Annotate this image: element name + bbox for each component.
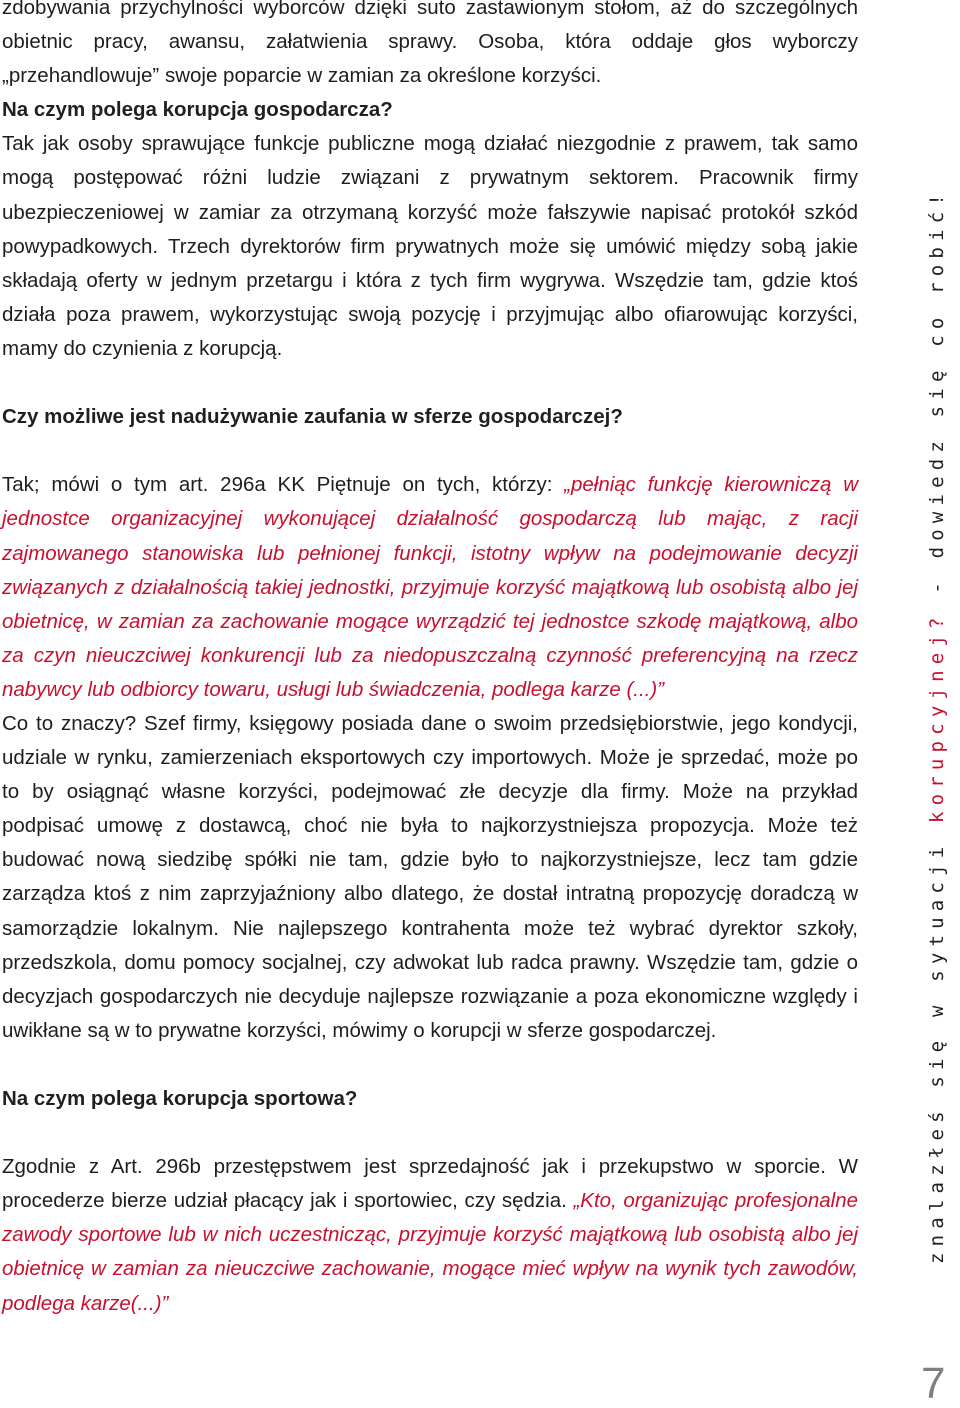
- page-number: 7: [921, 1359, 946, 1408]
- paragraph-art-296a: [2, 468, 858, 707]
- sidebar-vertical-text: [920, 188, 954, 1264]
- heading-trust-abuse: Czy możliwe jest nadużywanie zaufania w sferze gospodarczej?: [2, 405, 623, 429]
- paragraph-voter-bribery: zdobywania przychylności wyborców dzięki suto zastawionym stołom, aż do szczególnych obietnic pracy, awansu, załatwienia sprawy. Osoba, która oddaje głos wyborczy „przehandlowuje” swoje poparcie w zamian za określone korzyści.: [2, 0, 858, 88]
- art-296b-quote: „Kto, organizując profesjonalne zawody sportowe lub w nich uczestnicząc, przyjmuje korzyść majątkową lub osobistą albo jej obietnicę w zamian za nieuczciwe zachowanie, mogące mieć wpływ na wynik tych zawodów, podlega karze(...)”: [2, 1189, 858, 1315]
- paragraph-art-296b: [2, 1150, 858, 1320]
- art-296b-intro: Zgodnie z Art. 296b przestępstwem jest sprzedajność jak i przekupstwo w sporcie. W procederze bierze udział płacący jak i sportowiec, czy sędzia.: [2, 1155, 858, 1213]
- heading-sports-corruption: Na czym polega korupcja sportowa?: [2, 1087, 358, 1110]
- sidebar-text-accent: korupcyjnej?: [926, 611, 948, 824]
- heading-economic-corruption: Na czym polega korupcja gospodarcza?: [2, 98, 393, 122]
- art-296a-intro: Tak; mówi o tym art. 296a KK Piętnuje on tych, którzy:: [2, 473, 565, 497]
- sidebar-text-start: znalazłeś się w sytuacji: [926, 823, 948, 1264]
- sidebar-text-end: - dowiedz się co robić!: [926, 188, 948, 612]
- paragraph-what-it-means: Co to znaczy? Szef firmy, księgowy posiada dane o swoim przedsiębiorstwie, jego kondycji, udziale w rynku, zamierzeniach eksportowych czy importowych. Może je sprzedać, może po to by osiągnąć własne korzyści, podejmować złe decyzje dla firmy. Może na przykład podpisać umowę z dostawcą, choć nie była to najkorzystniejsza propozycja. Może też budować nową siedzibę spółki nie tam, gdzie było to najkorzystniejsze, lecz tam gdzie zarządza ktoś z nim zaprzyjaźniony albo dlatego, że dostał intratną propozycję doradczą w samorządzie lokalnym. Nie najlepszego kontrahenta może też wybrać dyrektor szkoły, przedszkola, domu pomocy socjalnej, czy adwokat lub radca prawny. Wszędzie tam, gdzie o decyzjach gospodarczych nie decyduje najlepsze rozwiązanie a poza ekonomiczne względy i uwikłane są w to prywatne korzyści, mówimy o korupcji w sferze gospodarczej.: [2, 711, 858, 1042]
- paragraph-private-sector: Tak jak osoby sprawujące funkcje publiczne mogą działać niezgodnie z prawem, tak samo mogą postępować różni ludzie związani z prywatnym sektorem. Pracownik firmy ubezpieczeniowej w zamiar za otrzymaną korzyść może fałszywie napisać protokół szkód powypadkowych. Trzech dyrektorów firm prywatnych może się umówić między sobą jakie składają oferty w jednym przetargu i która z tych firm wygrywa. Wszędzie tam, gdzie ktoś działa poza prawem, wykorzystując swoją pozycję i przyjmując albo ofiarowując korzyści, mamy do czynienia z korupcją.: [2, 132, 858, 360]
- art-296a-quote: „pełniąc funkcję kierowniczą w jednostce organizacyjnej wykonującej działalność gospodarczą lub mając, z racji zajmowanego stanowiska lub pełnionej funkcji, istotny wpływ na podejmowanie decyzji związanych z działalnością takiej jednostki, przyjmuje korzyść majątkową lub osobistą albo jej obietnicę, w zamian za zachowanie mogące wyrządzić tej jednostce szkodę majątkową, albo za czyn nieuczciwej konkurencji lub za niedopuszczalną czynność preferencyjną na rzecz nabywcy lub odbiorcy towaru, usługi lub świadczenia, podlega karze (...)”: [2, 473, 859, 701]
- text-column: [2, 0, 858, 1321]
